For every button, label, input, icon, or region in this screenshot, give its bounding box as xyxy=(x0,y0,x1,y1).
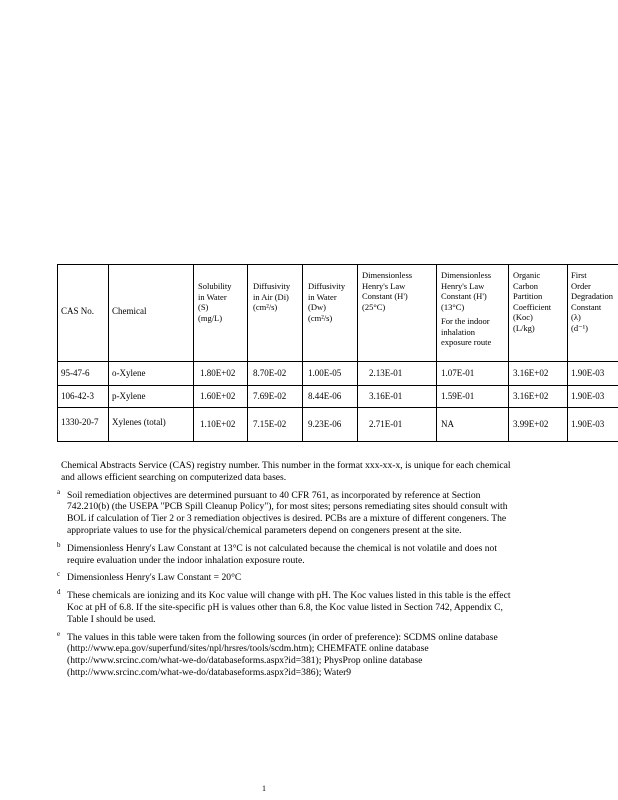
row1-diff-air: 8.70E-02 xyxy=(253,368,287,378)
column-rule xyxy=(567,264,568,442)
table-bottom-rule xyxy=(57,441,618,442)
row2-cas: 106-42-3 xyxy=(61,391,94,401)
column-rule xyxy=(302,264,303,442)
footnote-marker: b xyxy=(57,540,61,549)
row3-diff-air: 7.15E-02 xyxy=(253,419,287,429)
row3-decay: 1.90E-03 xyxy=(571,419,605,429)
row2-chemical: p-Xylene xyxy=(112,391,146,401)
row2-diff-water: 8.44E-06 xyxy=(308,391,342,401)
column-rule xyxy=(436,264,437,442)
row1-henry25: 2.13E-01 xyxy=(369,368,403,378)
header-henry-13c: Dimensionless Henry's Law Constant (H') (13°C) For the indoor inhalation exposure route xyxy=(441,270,492,347)
row2-koc: 3.16E+02 xyxy=(513,391,549,401)
header-koc: Organic Carbon Partition Coefficient (Koc) (L/kg) xyxy=(513,270,552,333)
row3-chemical: Xylenes (total) xyxy=(112,417,166,427)
footnote-c: c Dimensionless Henry's Law Constant = 20°C xyxy=(57,570,242,584)
column-rule xyxy=(193,264,194,442)
row2-henry13: 1.59E-01 xyxy=(441,391,475,401)
row1-diff-water: 1.00E-05 xyxy=(308,368,342,378)
row1-chemical: o-Xylene xyxy=(112,368,146,378)
row2-decay: 1.90E-03 xyxy=(571,391,605,401)
row2-henry25: 3.16E-01 xyxy=(369,391,403,401)
row1-koc: 3.16E+02 xyxy=(513,368,549,378)
table-row-rule xyxy=(57,385,618,386)
table-top-rule xyxy=(57,264,618,265)
row2-diff-air: 7.69E-02 xyxy=(253,391,287,401)
row2-solubility: 1.60E+02 xyxy=(200,391,236,401)
row3-henry13: NA xyxy=(441,419,454,429)
footnote-a: a Soil remediation objectives are determined pursuant to 40 CFR 761, as incorporated by reference at Section 742.210(b) (the USEPA "PCB Spill Cleanup Policy"), for most sites; persons remediating sites should consult with BOL if calculation of Tier 2 or 3 remediation objectives is desired. PCBs are a mixture of different congeners. The appropriate values to use for the physical/chemical parameters depend on congeners present at the site. xyxy=(57,487,508,536)
column-rule xyxy=(247,264,248,442)
row3-henry25: 2.71E-01 xyxy=(369,419,403,429)
footnote-marker: a xyxy=(57,487,61,496)
header-cas: CAS No. xyxy=(61,306,95,316)
row1-decay: 1.90E-03 xyxy=(571,368,605,378)
row1-cas: 95-47-6 xyxy=(61,368,90,378)
cas-definition-note: Chemical Abstracts Service (CAS) registry number. This number in the format xxx-xx-x, is unique for each chemical and allows efficient searching on computerized data bases. xyxy=(61,460,511,483)
footnotes xyxy=(57,460,618,685)
footnote-marker: d xyxy=(57,588,61,597)
column-rule xyxy=(357,264,358,442)
header-decay: First Order Degradation Constant (λ) (d⁻¹) xyxy=(571,270,614,333)
header-diffusivity-water: Diffusivity in Water (Dw) (cm²/s) xyxy=(308,281,346,323)
column-rule xyxy=(508,264,509,442)
row1-solubility: 1.80E+02 xyxy=(200,368,236,378)
column-rule xyxy=(108,264,109,442)
footnote-marker: e xyxy=(57,629,61,638)
row3-cas: 1330-20-7 xyxy=(61,417,99,427)
row3-solubility: 1.10E+02 xyxy=(200,419,236,429)
table-header-rule xyxy=(57,361,618,362)
row3-diff-water: 9.23E-06 xyxy=(308,419,342,429)
footnote-b: b Dimensionless Henry's Law Constant at 13°C is not calculated because the chemical is not volatile and does not require evaluation under the indoor inhalation exposure route. xyxy=(57,540,497,566)
header-solubility: Solubility in Water (S) (mg/L) xyxy=(198,281,232,323)
footnote-marker: c xyxy=(57,570,61,579)
header-chemical: Chemical xyxy=(112,306,147,316)
footnote-d: d These chemicals are ionizing and its Koc value will change with pH. The Koc values listed in this table is the effect Koc at pH of 6.8. If the site-specific pH is values other than 6.8, the Koc value listed in Section 742, Appendix C, Table I should be used. xyxy=(57,588,511,625)
header-diffusivity-air: Diffusivity in Air (Di) (cm²/s) xyxy=(253,281,291,312)
column-rule xyxy=(57,264,58,442)
header-henry-25c: Dimensionless Henry's Law Constant (H') (25°C) xyxy=(362,270,413,312)
row1-henry13: 1.07E-01 xyxy=(441,368,475,378)
table-row-rule xyxy=(57,407,618,408)
page-number: 1 xyxy=(262,784,266,793)
row3-koc: 3.99E+02 xyxy=(513,419,549,429)
footnote-e: e The values in this table were taken from the following sources (in order of preference): SCDMS online database (http://www.epa.gov/superfund/sites/npl/hrsres/tools/scdm.htm); CHEMFATE online database (http://www.srcinc.com/what-we-do/databaseforms.aspx?id=381); PhysProp online database (http://www.srcinc.com/what-we-do/databaseforms.aspx?id=386); Water9 xyxy=(57,629,498,678)
